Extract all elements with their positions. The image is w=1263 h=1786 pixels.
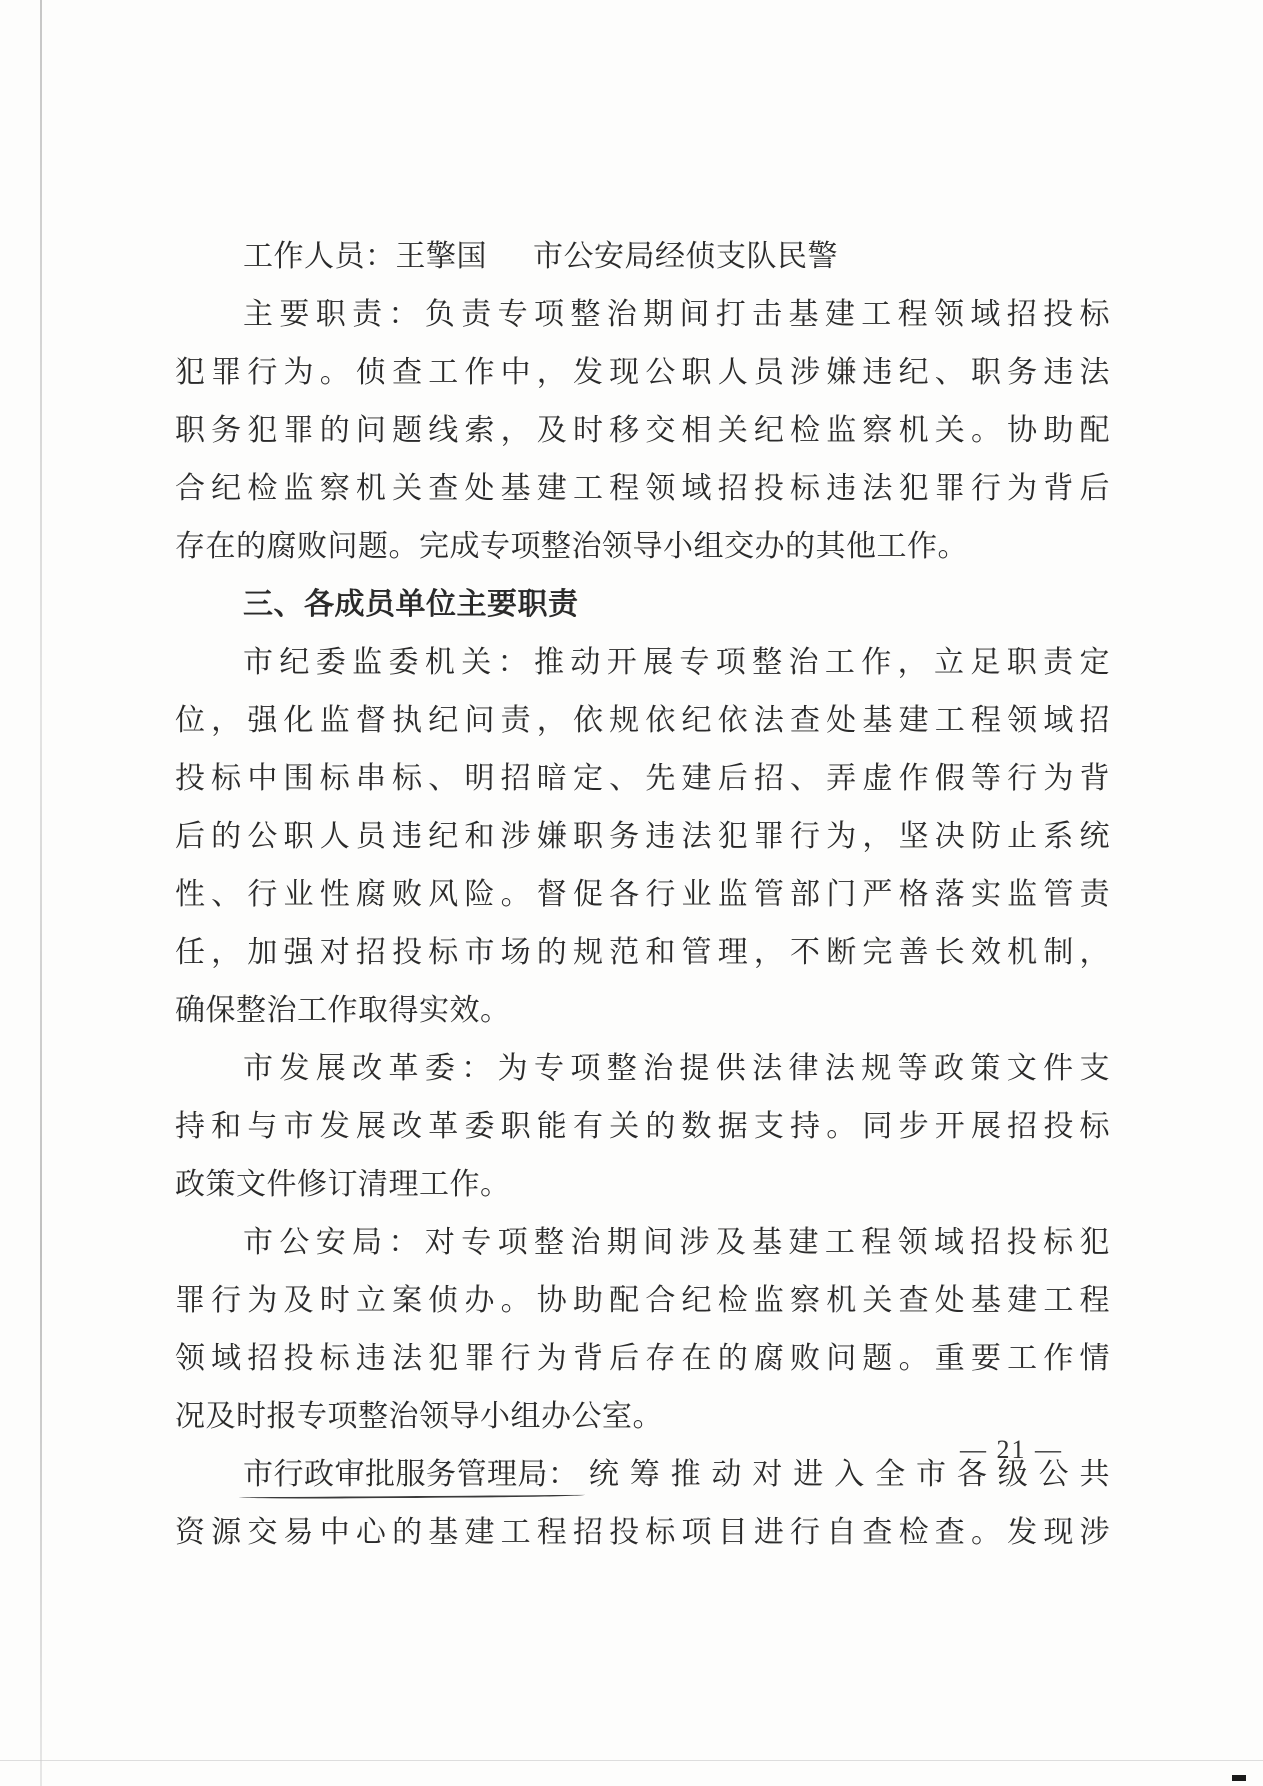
paragraph-line: 罪行为及时立案侦办。协助配合纪检监察机关查处基建工程 — [175, 1283, 1110, 1318]
paragraph-line: 存在的腐败问题。完成专项整治领导小组交办的其他工作。 — [175, 529, 968, 564]
paragraph-line: 位，强化监督执纪问责，依规依纪依法查处基建工程领域招 — [175, 703, 1110, 738]
paragraph-line: 政策文件修订清理工作。 — [175, 1167, 511, 1202]
paragraph-text: 统筹推动对进入全市各级公共 — [578, 1457, 1110, 1492]
paragraph-line: 合纪检监察机关查处基建工程领域招投标违法犯罪行为背后 — [175, 471, 1110, 506]
paragraph-line: 资源交易中心的基建工程招投标项目进行自查检查。发现涉 — [175, 1515, 1110, 1550]
section-heading: 三、各成员单位主要职责 — [243, 587, 579, 622]
paragraph-line: 市纪委监委机关：推动开展专项整治工作，立足职责定 — [243, 645, 1110, 680]
underlined-agency-name: 市行政审批服务管理局： — [243, 1446, 579, 1504]
paragraph-line: 职务犯罪的问题线索，及时移交相关纪检监察机关。协助配 — [175, 413, 1110, 448]
paragraph-line: 持和与市发展改革委职能有关的数据支持。同步开展招投标 — [175, 1109, 1110, 1144]
staff-name: 王擎国 — [395, 239, 487, 274]
scan-binding-edge — [40, 0, 42, 1786]
paragraph-line: 性、行业性腐败风险。督促各行业监管部门严格落实监管责 — [175, 877, 1110, 912]
paragraph-line: 确保整治工作取得实效。 — [175, 993, 511, 1028]
paragraph-line: 主要职责：负责专项整治期间打击基建工程领域招投标 — [243, 297, 1110, 332]
staff-position: 市公安局经侦支队民警 — [533, 239, 838, 274]
paragraph-line: 市公安局：对专项整治期间涉及基建工程领域招投标犯 — [243, 1225, 1110, 1260]
paragraph-line: 犯罪行为。侦查工作中，发现公职人员涉嫌违纪、职务违法 — [175, 355, 1110, 390]
scan-corner-mark — [1232, 1775, 1246, 1781]
staff-line — [175, 228, 1110, 286]
document-body — [175, 228, 1110, 1562]
paragraph-line: 况及时报专项整治领导小组办公室。 — [175, 1399, 663, 1434]
page-number: — 21 — — [960, 1435, 1063, 1464]
paragraph-line: 任，加强对招投标市场的规范和管理，不断完善长效机制， — [175, 935, 1110, 970]
paragraph-line: 后的公职人员违纪和涉嫌职务违法犯罪行为，坚决防止系统 — [175, 819, 1110, 854]
scan-bottom-edge — [0, 1760, 1263, 1761]
paragraph-line: 投标中围标串标、明招暗定、先建后招、弄虚作假等行为背 — [175, 761, 1110, 796]
staff-label: 工作人员： — [243, 239, 396, 274]
paragraph-line: 领域招投标违法犯罪行为背后存在的腐败问题。重要工作情 — [175, 1341, 1110, 1376]
paragraph-line: 市发展改革委：为专项整治提供法律法规等政策文件支 — [243, 1051, 1110, 1086]
